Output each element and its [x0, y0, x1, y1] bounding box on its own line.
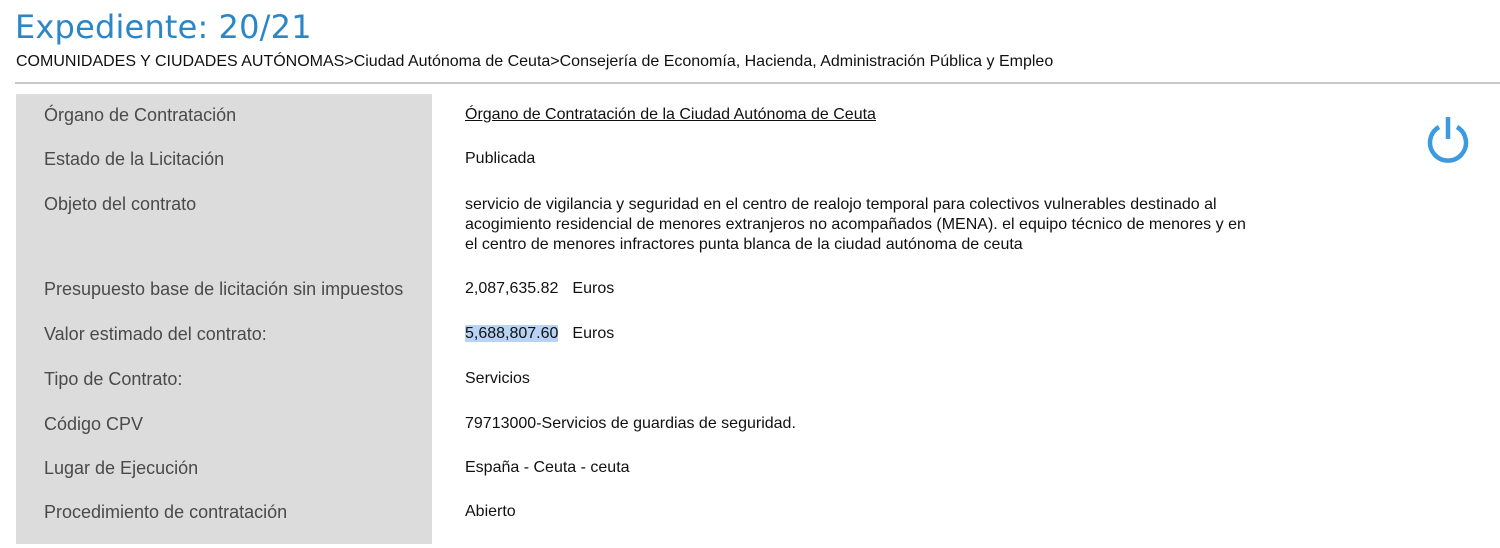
label-procedimiento: Procedimiento de contratación [44, 502, 288, 522]
header-divider [15, 82, 1500, 84]
label-presupuesto: Presupuesto base de licitación sin impuestos [44, 279, 404, 299]
valor-unit: Euros [572, 325, 615, 342]
label-cpv: Código CPV [44, 414, 144, 434]
value-presupuesto [465, 279, 614, 299]
valor-amount-selected[interactable]: 5,688,807.60 [465, 325, 559, 342]
page-title [15, 6, 312, 48]
value-procedimiento: Abierto [465, 503, 516, 520]
label-objeto: Objeto del contrato [44, 194, 197, 214]
presupuesto-unit: Euros [572, 280, 615, 297]
expediente-number: 20/21 [218, 8, 312, 46]
label-tipo: Tipo de Contrato: [44, 369, 183, 389]
value-lugar: España - Ceuta - ceuta [465, 459, 630, 476]
label-organo: Órgano de Contratación [44, 105, 237, 125]
value-cpv: 79713000-Servicios de guardias de seguridad. [465, 415, 796, 432]
presupuesto-amount: 2,087,635.82 [465, 280, 559, 297]
label-lugar: Lugar de Ejecución [44, 458, 199, 478]
breadcrumb: COMUNIDADES Y CIUDADES AUTÓNOMAS>Ciudad Autónoma de Ceuta>Consejería de Economía, Hacienda, Administración Pública y Empleo [16, 53, 1054, 70]
value-estado: Publicada [465, 150, 536, 167]
title-prefix: Expediente: [15, 8, 209, 46]
organo-link[interactable]: Órgano de Contratación de la Ciudad Autónoma de Ceuta [465, 106, 876, 123]
label-valor: Valor estimado del contrato: [44, 324, 267, 344]
label-estado: Estado de la Licitación [44, 149, 225, 169]
value-tipo: Servicios [465, 370, 530, 387]
power-icon [1424, 114, 1472, 164]
value-valor [465, 324, 614, 344]
power-button[interactable] [1424, 114, 1472, 164]
value-objeto: servicio de vigilancia y seguridad en el centro de realojo temporal para colectivos vulnerables destinado al acogimiento residencial de menores extranjeros no acompañados (MENA). el equipo técnico de menores y en el centro de menores infractores punta blanca de la ciudad autónoma de ceuta [465, 196, 1246, 253]
